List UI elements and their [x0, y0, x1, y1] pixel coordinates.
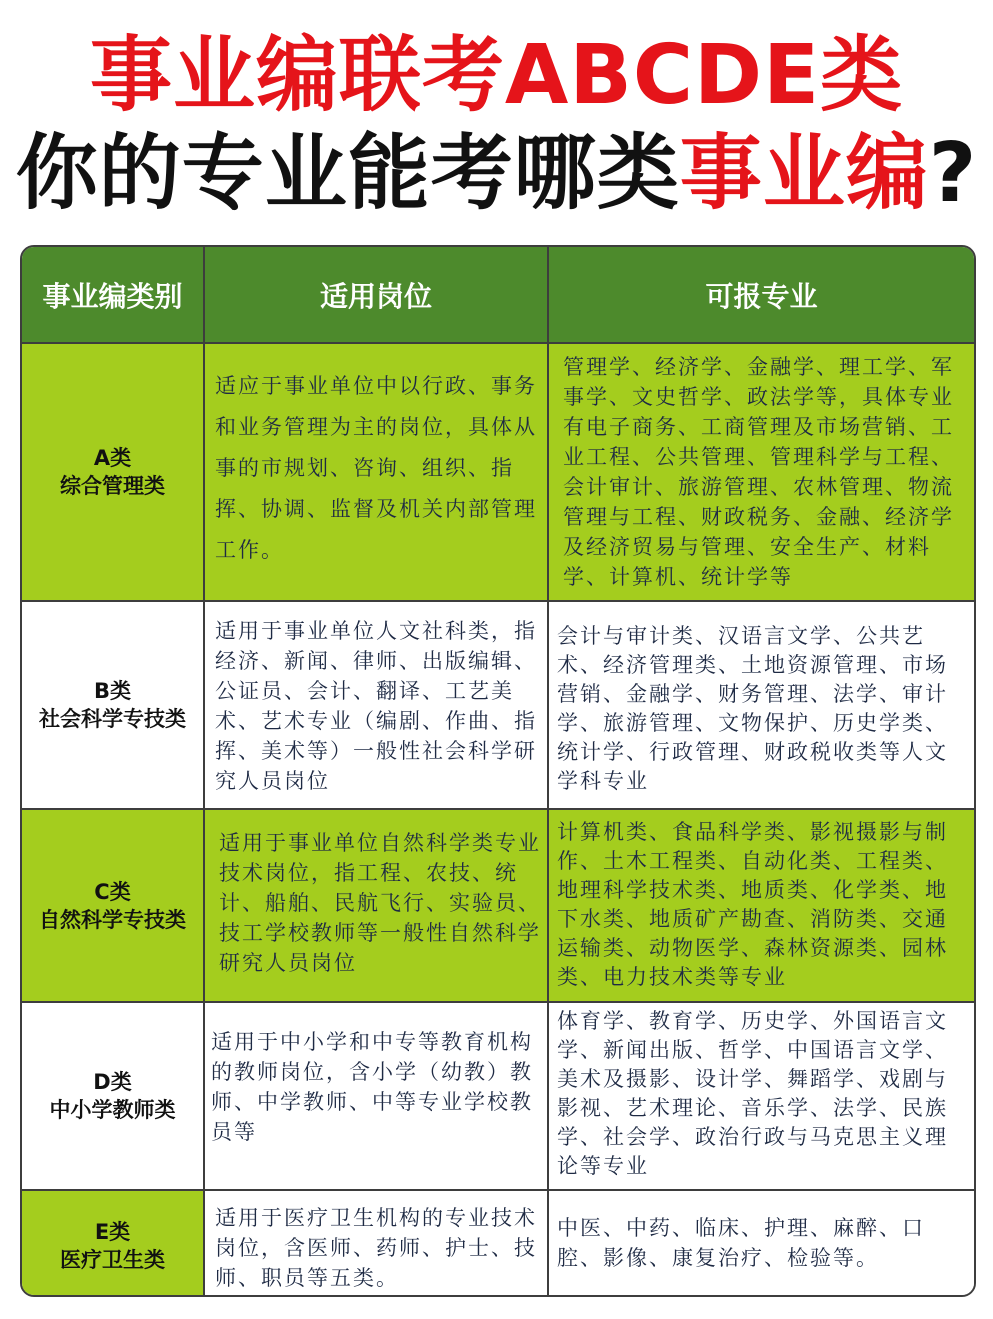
category-cell [22, 1002, 204, 1190]
positions-cell: 适用于中小学和中专等教育机构的教师岗位，含小学（幼教）教师、中学教师、中等专业学校教员等 [204, 1002, 548, 1190]
majors-cell: 会计与审计类、汉语言文学、公共艺术、经济管理类、土地资源管理、市场营销、金融学、财务管理、法学、审计学、旅游管理、文物保护、历史学类、统计学、行政管理、财政税收类等人文学科专业 [548, 601, 974, 809]
category-code: E类 [94, 1220, 131, 1244]
category-cell [22, 1190, 204, 1297]
category-code: B类 [93, 679, 131, 703]
table-row-b [22, 601, 974, 809]
category-name: 社会科学专技类 [39, 707, 186, 731]
table-row-d [22, 1002, 974, 1190]
category-name: 中小学教师类 [49, 1098, 176, 1122]
category-name: 医疗卫生类 [60, 1248, 165, 1272]
majors-cell: 计算机类、食品科学类、影视摄影与制作、土木工程类、自动化类、工程类、地理科学技术类、地质类、化学类、地下水类、地质矿产勘查、消防类、交通运输类、动物医学、森林资源类、园林类、电力技术类等专业 [548, 809, 974, 1002]
category-code: A类 [93, 446, 132, 470]
majors-cell: 管理学、经济学、金融学、理工学、军事学、文史哲学、政法学等，具体专业有电子商务、工商管理及市场营销、工业工程、公共管理、管理科学与工程、会计审计、旅游管理、农林管理、物流管理与工程、财政税务、金融、经济学及经济贸易与管理、安全生产、材料学、计算机、统计学等 [548, 343, 974, 601]
table-row-a [22, 343, 974, 601]
subtitle-red: 事业编 [679, 126, 929, 221]
category-code: D类 [93, 1070, 132, 1094]
page-title: 事业编联考ABCDE类 [89, 28, 904, 123]
table-row-c [22, 809, 974, 1002]
table-header-row [22, 247, 974, 343]
positions-cell: 适应于事业单位中以行政、事务和业务管理为主的岗位，具体从事的市规划、咨询、组织、指挥、协调、监督及机关内部管理工作。 [204, 343, 548, 601]
category-cell [22, 809, 204, 1002]
positions-cell: 适用于医疗卫生机构的专业技术岗位，含医师、药师、护士、技师、职员等五类。 [204, 1190, 548, 1297]
page-subtitle [0, 124, 993, 224]
subtitle-black: 你的专业能考哪类 [15, 126, 680, 221]
category-name: 综合管理类 [60, 474, 165, 498]
positions-cell: 适用于事业单位自然科学类专业技术岗位，指工程、农技、统计、船舶、民航飞行、实验员、技工学校教师等一般性自然科学研究人员岗位 [204, 809, 548, 1002]
subtitle-question-mark: ? [928, 126, 978, 221]
table-row-e [22, 1190, 974, 1297]
category-name: 自然科学专技类 [39, 907, 186, 932]
header-category: 事业编类别 [22, 247, 204, 343]
category-cell [22, 601, 204, 809]
majors-cell: 体育学、教育学、历史学、外国语言文学、新闻出版、哲学、中国语言文学、美术及摄影、设计学、舞蹈学、戏剧与影视、艺术理论、音乐学、法学、民族学、社会学、政治行政与马克思主义理论等专业 [548, 1002, 974, 1190]
category-code: C类 [94, 879, 131, 904]
positions-cell: 适用于事业单位人文社科类，指经济、新闻、律师、出版编辑、公证员、会计、翻译、工艺美术、艺术专业（编剧、作曲、指挥、美术等）一般性社会科学研究人员岗位 [204, 601, 548, 809]
category-table [20, 245, 976, 1297]
header-positions: 适用岗位 [204, 247, 548, 343]
majors-cell: 中医、中药、临床、护理、麻醉、口腔、影像、康复治疗、检验等。 [548, 1190, 974, 1297]
header-majors: 可报专业 [548, 247, 974, 343]
category-cell [22, 343, 204, 601]
